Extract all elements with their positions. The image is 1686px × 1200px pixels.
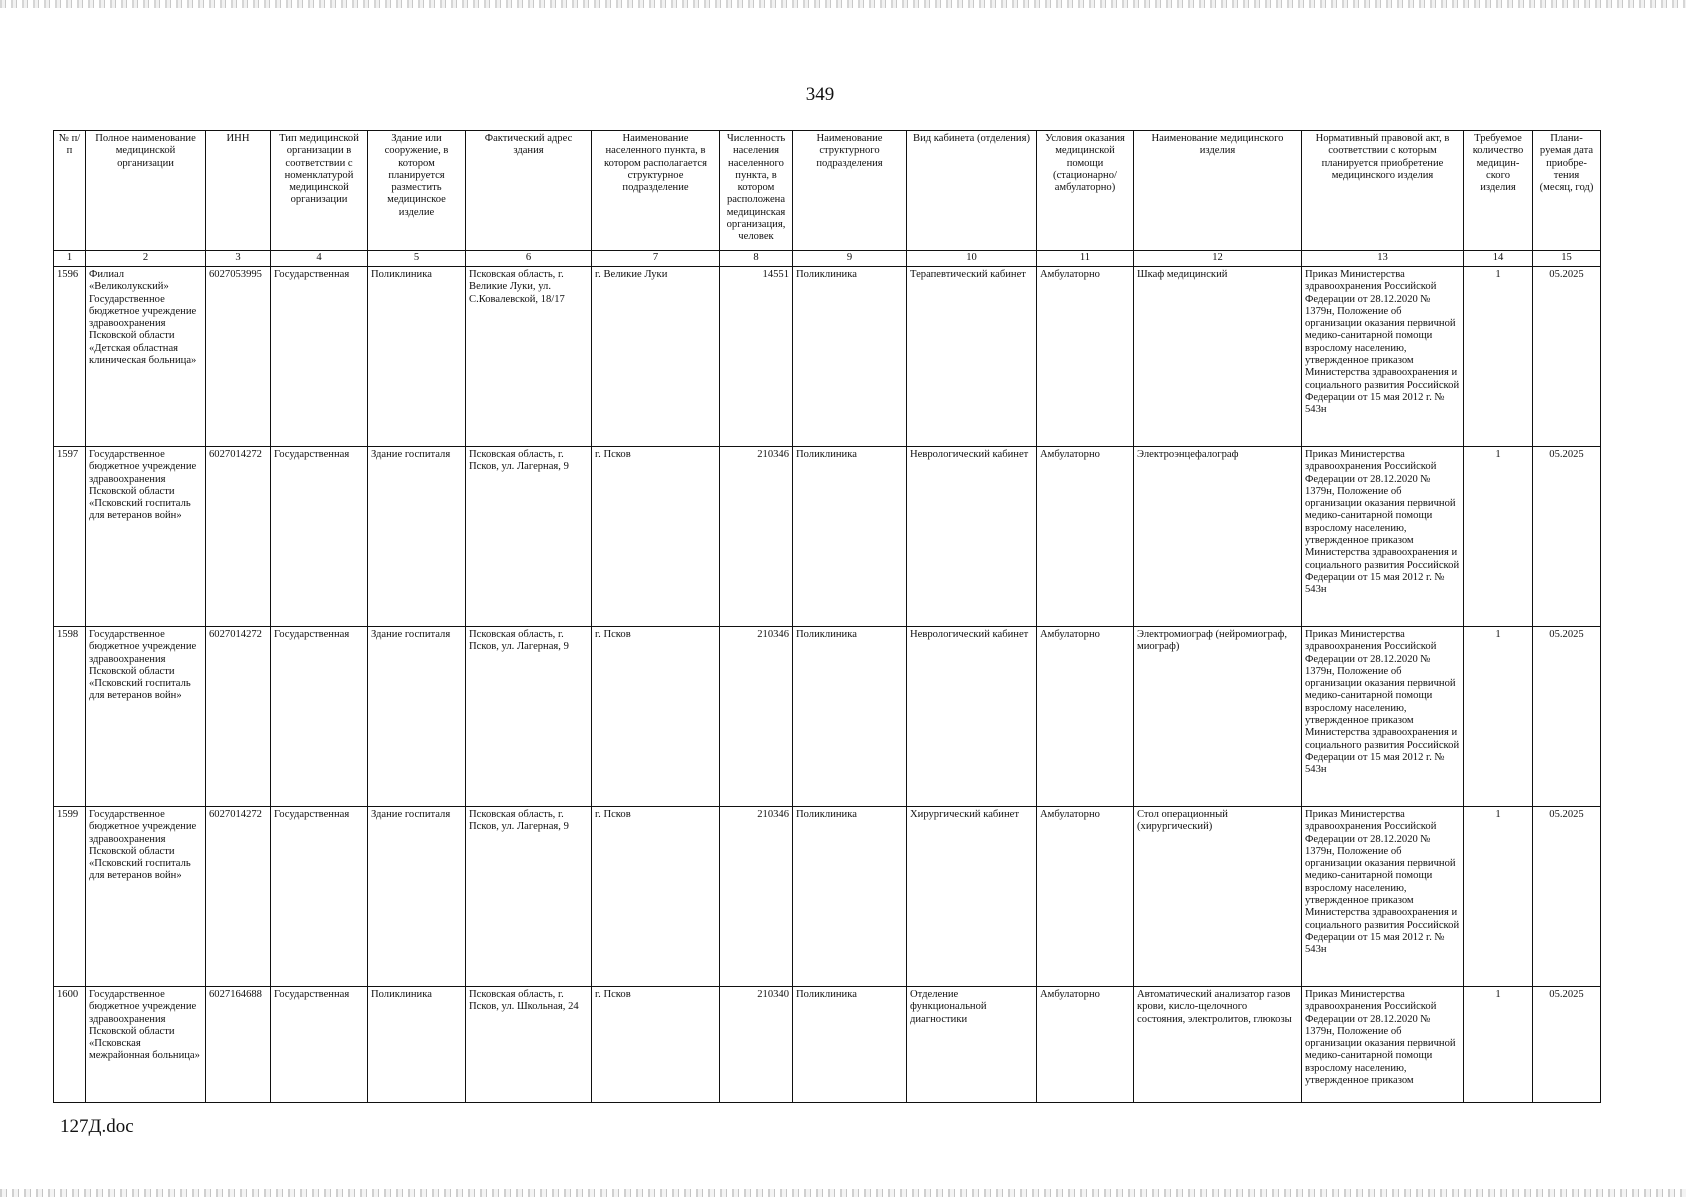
column-number: 14 [1464,251,1533,267]
population: 210346 [720,447,793,627]
address: Псковская область, г. Псков, ул. Лагерная, 9 [466,627,592,807]
column-number: 7 [592,251,720,267]
device-name: Стол операционный (хирургический) [1134,807,1302,987]
organization-name: Государственное бюджетное учреждение здравоохранения Псковской области «Псковская межрайонная больница» [86,987,206,1103]
column-number-row [54,251,1601,267]
row-number: 1597 [54,447,86,627]
structural-unit: Поликлиника [793,987,907,1103]
room-type: Неврологический кабинет [907,447,1037,627]
legal-act: Приказ Министерства здравоохранения Российской Федерации от 28.12.2020 № 1379н, Положение об организации оказания первичной медико-санитарной помощи взрослому населению, утвержденное приказом [1302,987,1464,1103]
settlement: г. Псков [592,807,720,987]
table-row [54,807,1601,987]
address: Псковская область, г. Псков, ул. Лагерная, 9 [466,447,592,627]
settlement: г. Псков [592,987,720,1103]
header-cell: ИНН [206,131,271,251]
equipment-table [53,130,1601,1103]
population: 14551 [720,267,793,447]
legal-act: Приказ Министерства здравоохранения Российской Федерации от 28.12.2020 № 1379н, Положение об организации оказания первичной медико-санитарной помощи взрослому населению, утвержденное приказом Министерства здравоохранения и социального развития Российской Федерации от 15 мая 2012 г. № 543н [1302,447,1464,627]
address: Псковская область, г. Псков, ул. Лагерная, 9 [466,807,592,987]
header-cell: № п/п [54,131,86,251]
header-cell: Наименование медицинского изделия [1134,131,1302,251]
device-name: Автоматический анализатор газов крови, кисло-щелочного состояния, электролитов, глюкозы [1134,987,1302,1103]
inn: 6027014272 [206,807,271,987]
table-row [54,447,1601,627]
care-conditions: Амбулаторно [1037,627,1134,807]
inn: 6027053995 [206,267,271,447]
header-cell: Условия оказания медицинской помощи (стационарно/ амбулаторно) [1037,131,1134,251]
column-number: 9 [793,251,907,267]
column-number: 8 [720,251,793,267]
building: Поликлиника [368,987,466,1103]
organization-name: Филиал «Великолукский» Государственное бюджетное учреждение здравоохранения Псковской области «Детская областная клиническая больница» [86,267,206,447]
row-number: 1600 [54,987,86,1103]
care-conditions: Амбулаторно [1037,267,1134,447]
inn: 6027014272 [206,627,271,807]
building: Здание госпиталя [368,447,466,627]
column-number: 13 [1302,251,1464,267]
purchase-date: 05.2025 [1533,267,1601,447]
population: 210346 [720,627,793,807]
legal-act: Приказ Министерства здравоохранения Российской Федерации от 28.12.2020 № 1379н, Положение об организации оказания первичной медико-санитарной помощи взрослому населению, утвержденное приказом Министерства здравоохранения и социального развития Российской Федерации от 15 мая 2012 г. № 543н [1302,807,1464,987]
header-row [54,131,1601,251]
legal-act: Приказ Министерства здравоохранения Российской Федерации от 28.12.2020 № 1379н, Положение об организации оказания первичной медико-санитарной помощи взрослому населению, утвержденное приказом Министерства здравоохранения и социального развития Российской Федерации от 15 мая 2012 г. № 543н [1302,267,1464,447]
scan-edge-bottom [0,1189,1686,1197]
header-cell: Наименование структурного подразделения [793,131,907,251]
room-type: Отделение функциональной диагностики [907,987,1037,1103]
care-conditions: Амбулаторно [1037,987,1134,1103]
address: Псковская область, г. Псков, ул. Школьная, 24 [466,987,592,1103]
file-name: 127Д.doc [60,1116,134,1137]
settlement: г. Великие Луки [592,267,720,447]
legal-act: Приказ Министерства здравоохранения Российской Федерации от 28.12.2020 № 1379н, Положение об организации оказания первичной медико-санитарной помощи взрослому населению, утвержденное приказом Министерства здравоохранения и социального развития Российской Федерации от 15 мая 2012 г. № 543н [1302,627,1464,807]
row-number: 1598 [54,627,86,807]
column-number: 2 [86,251,206,267]
header-cell: Наименование населенного пункта, в котором располагается структурное подразделение [592,131,720,251]
column-number: 12 [1134,251,1302,267]
column-number: 10 [907,251,1037,267]
organization-name: Государственное бюджетное учреждение здравоохранения Псковской области «Псковский госпиталь для ветеранов войн» [86,447,206,627]
column-number: 6 [466,251,592,267]
quantity: 1 [1464,627,1533,807]
settlement: г. Псков [592,447,720,627]
header-cell: Тип медицинской организации в соответствии с номенклатурой медицинской организации [271,131,368,251]
purchase-date: 05.2025 [1533,987,1601,1103]
building: Поликлиника [368,267,466,447]
scan-edge-top [0,0,1686,8]
table-row [54,267,1601,447]
care-conditions: Амбулаторно [1037,447,1134,627]
device-name: Шкаф медицинский [1134,267,1302,447]
purchase-date: 05.2025 [1533,447,1601,627]
population: 210340 [720,987,793,1103]
column-number: 3 [206,251,271,267]
care-conditions: Амбулаторно [1037,807,1134,987]
organization-name: Государственное бюджетное учреждение здравоохранения Псковской области «Псковский госпиталь для ветеранов войн» [86,627,206,807]
organization-type: Государственная [271,987,368,1103]
inn: 6027164688 [206,987,271,1103]
address: Псковская область, г. Великие Луки, ул. С.Ковалевской, 18/17 [466,267,592,447]
purchase-date: 05.2025 [1533,627,1601,807]
column-number: 11 [1037,251,1134,267]
structural-unit: Поликлиника [793,807,907,987]
column-number: 15 [1533,251,1601,267]
page-number: 349 [805,84,835,105]
structural-unit: Поликлиника [793,447,907,627]
header-cell: Полное наименование медицинской организации [86,131,206,251]
room-type: Хирургический кабинет [907,807,1037,987]
room-type: Терапевтический кабинет [907,267,1037,447]
building: Здание госпиталя [368,807,466,987]
structural-unit: Поликлиника [793,267,907,447]
device-name: Электроэнцефалограф [1134,447,1302,627]
row-number: 1599 [54,807,86,987]
organization-name: Государственное бюджетное учреждение здравоохранения Псковской области «Псковский госпиталь для ветеранов войн» [86,807,206,987]
header-cell: Фактический адрес здания [466,131,592,251]
structural-unit: Поликлиника [793,627,907,807]
purchase-date: 05.2025 [1533,807,1601,987]
header-cell: Плани-руемая дата приобре-тения (месяц, год) [1533,131,1601,251]
organization-type: Государственная [271,267,368,447]
row-number: 1596 [54,267,86,447]
room-type: Неврологический кабинет [907,627,1037,807]
building: Здание госпиталя [368,627,466,807]
organization-type: Государственная [271,807,368,987]
header-cell: Требуемое количество медицин-ского изделия [1464,131,1533,251]
column-number: 5 [368,251,466,267]
column-number: 1 [54,251,86,267]
population: 210346 [720,807,793,987]
organization-type: Государственная [271,627,368,807]
header-cell: Здание или сооружение, в котором планируется разместить медицинское изделие [368,131,466,251]
device-name: Электромиограф (нейромиограф, миограф) [1134,627,1302,807]
settlement: г. Псков [592,627,720,807]
quantity: 1 [1464,807,1533,987]
header-cell: Численность населения населенного пункта, в котором расположена медицинская организация, человек [720,131,793,251]
header-cell: Вид кабинета (отделения) [907,131,1037,251]
inn: 6027014272 [206,447,271,627]
organization-type: Государственная [271,447,368,627]
header-cell: Нормативный правовой акт, в соответствии с которым планируется приобретение медицинского изделия [1302,131,1464,251]
column-number: 4 [271,251,368,267]
table-row [54,987,1601,1103]
table-row [54,627,1601,807]
quantity: 1 [1464,987,1533,1103]
quantity: 1 [1464,447,1533,627]
quantity: 1 [1464,267,1533,447]
